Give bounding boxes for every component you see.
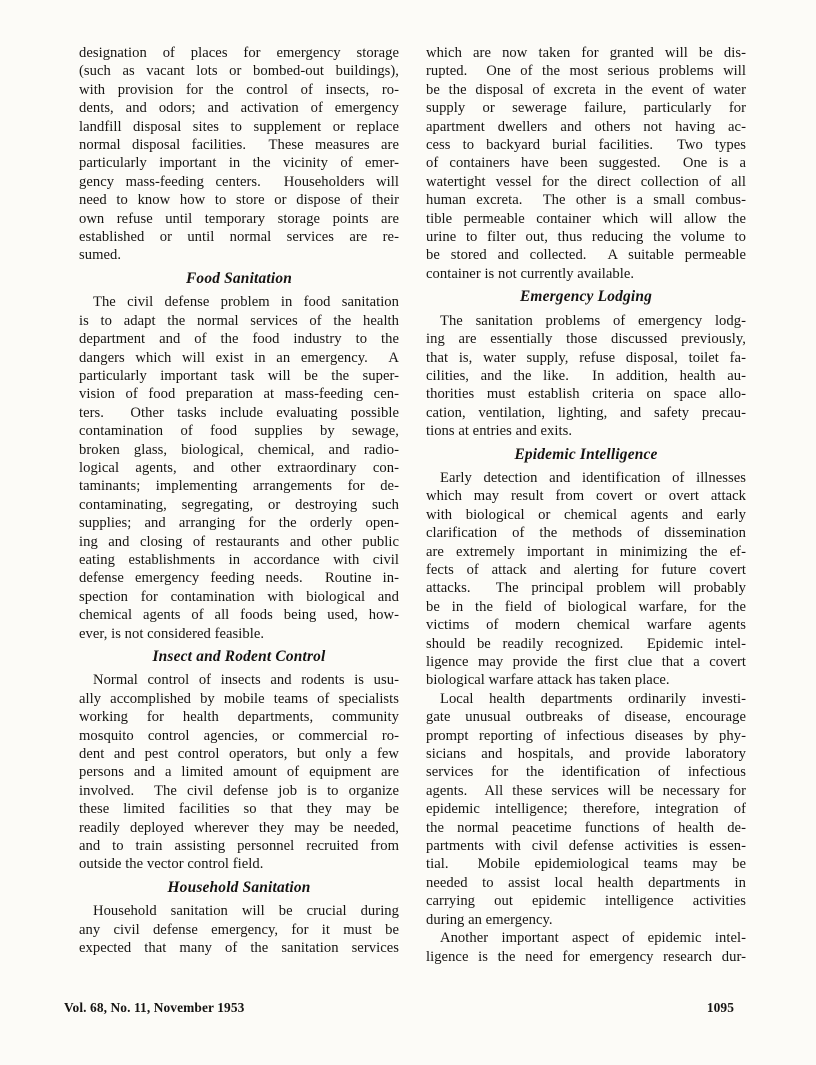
text-line: the normal peacetime functions of health de- — [426, 819, 746, 836]
text-line: Local health departments ordinarily investi- — [440, 690, 746, 707]
text-line: defense emergency feeding needs. Routine in- — [79, 570, 399, 587]
text-line: mosquito control agencies, or commercial ro- — [79, 727, 399, 744]
paragraph — [79, 44, 399, 265]
text-line: ally accomplished by mobile teams of specialists — [79, 690, 399, 707]
text-line: The civil defense problem in food sanitation — [93, 294, 399, 311]
paragraph — [426, 929, 746, 966]
text-line: expected that many of the sanitation services — [79, 940, 399, 957]
text-line: chemical agents of all foods being used, how- — [79, 607, 399, 624]
two-column-text — [79, 44, 747, 966]
text-line: cilities, and the like. In addition, health au- — [426, 367, 746, 384]
text-line: Early detection and identification of illnesses — [440, 469, 746, 486]
text-line: during an emergency. — [426, 911, 553, 928]
text-line: particularly important task will be the super- — [79, 367, 399, 384]
text-line: biological warfare attack has taken place. — [426, 672, 670, 689]
text-line: carrying out epidemic intelligence activities — [426, 893, 746, 910]
text-line: (such as vacant lots or bombed-out buildings), — [79, 63, 399, 80]
section-heading: Emergency Lodging — [519, 288, 653, 306]
text-line: Household sanitation will be crucial during — [93, 903, 399, 920]
page-number: 1095 — [706, 1000, 734, 1015]
page-footer — [64, 1000, 734, 1016]
section-heading: Epidemic Intelligence — [514, 445, 658, 463]
text-line: taminants; implementing arrangements for de- — [79, 478, 399, 495]
text-line: eating establishments in accordance with civil — [79, 551, 399, 568]
text-line: with biological or chemical agents and early — [426, 506, 746, 523]
text-line: human excreta. The other is a small combus- — [426, 192, 746, 209]
text-line: sicians and hospitals, and provide laboratory — [426, 746, 746, 763]
text-line: which are now taken for granted will be dis- — [426, 45, 746, 61]
text-line: ligence is the need for emergency research dur- — [426, 948, 746, 965]
text-line: watertight vessel for the direct collection of all — [426, 173, 746, 190]
text-line: working for health departments, community — [79, 709, 399, 726]
text-line: logical agents, and other extraordinary con- — [79, 459, 399, 476]
text-line: thorities must establish criteria on space allo- — [426, 386, 746, 403]
text-line: contamination of food supplies by sewage, — [79, 423, 399, 440]
text-line: ing are essentially those discussed previously, — [426, 331, 746, 348]
text-line: is to adapt the normal services of the health — [79, 312, 399, 329]
text-line: these limited facilities so that they may be — [79, 801, 399, 818]
text-line: epidemic intelligence; therefore, integration of — [426, 801, 746, 818]
text-line: tible permeable container which will allow the — [426, 210, 746, 227]
text-line: Another important aspect of epidemic intel- — [440, 930, 746, 947]
section-heading: Insect and Rodent Control — [152, 648, 326, 665]
text-line: contaminating, segregating, or destroying such — [79, 496, 399, 513]
text-line: gate unusual outbreaks of disease, encourage — [426, 709, 746, 726]
text-line: particularly important in the vicinity of emer- — [79, 155, 399, 172]
journal-citation: Vol. 68, No. 11, November 1953 — [64, 1000, 245, 1015]
text-line: be stored and collected. A suitable permeable — [426, 247, 746, 264]
text-line: department and of the food industry to the — [79, 331, 399, 348]
text-line: partments with civil defense activities is essen- — [426, 838, 746, 855]
text-line: cation, ventilation, lighting, and safety precau- — [426, 404, 746, 421]
text-line: are extremely important in minimizing the ef- — [426, 543, 746, 560]
paragraph — [426, 312, 746, 441]
text-line: prompt reporting of infectious diseases by phy- — [426, 727, 746, 744]
text-line: fects of attack and alerting for future covert — [426, 561, 746, 578]
text-line: outside the vector control field. — [79, 856, 264, 873]
paragraph — [426, 469, 746, 690]
text-line: cess to backyard burial facilities. Two types — [426, 137, 746, 154]
text-line: that is, water supply, refuse disposal, toilet fa- — [426, 349, 746, 366]
text-line: persons and a limited amount of equipment are — [79, 764, 399, 781]
section-heading: Food Sanitation — [185, 269, 293, 287]
text-line: tions at entries and exits. — [426, 423, 573, 440]
text-line: normal disposal facilities. These measures are — [79, 137, 399, 154]
text-line: own refuse until temporary storage points are — [79, 210, 399, 227]
text-line: which may result from covert or overt attack — [426, 488, 746, 505]
text-line: broken glass, biological, chemical, and radio- — [79, 441, 399, 458]
text-line: dents, and odors; and activation of emergency — [79, 100, 399, 117]
text-line: urine to filter out, thus reducing the volume to — [426, 229, 746, 246]
text-line: spection for contamination with biological and — [79, 588, 399, 605]
text-line: of containers have been suggested. One is a — [426, 155, 746, 172]
paragraph — [79, 902, 399, 957]
text-line: with provision for the control of insects, ro- — [79, 81, 399, 98]
text-line: victims of modern chemical warfare agents — [426, 617, 746, 634]
paragraph — [79, 293, 399, 643]
text-line: agents. All these services will be necessary for — [426, 782, 746, 799]
text-line: clarification of the methods of dissemination — [426, 525, 746, 542]
text-line: tial. Mobile epidemiological teams may be — [426, 856, 746, 873]
text-line: be the disposal of excreta in the event of water — [426, 81, 746, 98]
text-line: need to know how to store or dispose of their — [79, 192, 399, 209]
text-line: ing and closing of restaurants and other public — [79, 533, 399, 550]
text-line: supplies; and arranging for the orderly open- — [79, 515, 399, 532]
section-heading: Household Sanitation — [167, 878, 311, 896]
text-line: ever, is not considered feasible. — [79, 625, 265, 642]
text-line: Normal control of insects and rodents is usu- — [93, 672, 399, 689]
text-line: gency mass-feeding centers. Householders will — [79, 173, 399, 190]
text-line: attacks. The principal problem will probably — [426, 580, 746, 597]
text-line: needed to assist local health departments in — [426, 874, 746, 891]
text-line: vision of food preparation at mass-feeding cen- — [79, 386, 399, 403]
text-line: dent and pest control operators, but only a few — [79, 746, 399, 763]
left-column — [79, 44, 399, 966]
text-line: any civil defense emergency, for it must be — [79, 921, 399, 938]
paragraph — [426, 690, 746, 929]
text-line: dangers which will exist in an emergency. A — [79, 349, 399, 366]
text-line: should be readily recognized. Epidemic intel- — [426, 635, 746, 652]
text-line: supply or sewerage failure, particularly for — [426, 100, 746, 117]
text-line: container is not currently available. — [426, 265, 635, 282]
text-line: sumed. — [79, 247, 122, 264]
text-line: services for the identification of infectious — [426, 764, 746, 781]
text-line: readily deployed wherever they may be needed, — [79, 819, 399, 836]
paragraph — [79, 671, 399, 873]
text-line: apartment dwellers and others not having ac- — [426, 118, 746, 135]
paragraph — [426, 44, 746, 283]
text-line: landfill disposal sites to supplement or replace — [79, 118, 399, 135]
text-line: and to train assisting personnel recruited from — [79, 838, 399, 855]
text-line: involved. The civil defense job is to organize — [79, 782, 399, 799]
text-line: be in the field of biological warfare, for the — [426, 598, 746, 615]
text-line: The sanitation problems of emergency lodg- — [440, 312, 746, 329]
text-line: designation of places for emergency storage — [79, 45, 399, 61]
text-line: ligence may provide the first clue that a covert — [426, 654, 746, 670]
text-line: established or until normal services are re- — [79, 229, 399, 246]
right-column — [426, 44, 746, 966]
text-line: ters. Other tasks include evaluating possible — [79, 404, 399, 421]
text-line: rupted. One of the most serious problems will — [426, 63, 746, 80]
